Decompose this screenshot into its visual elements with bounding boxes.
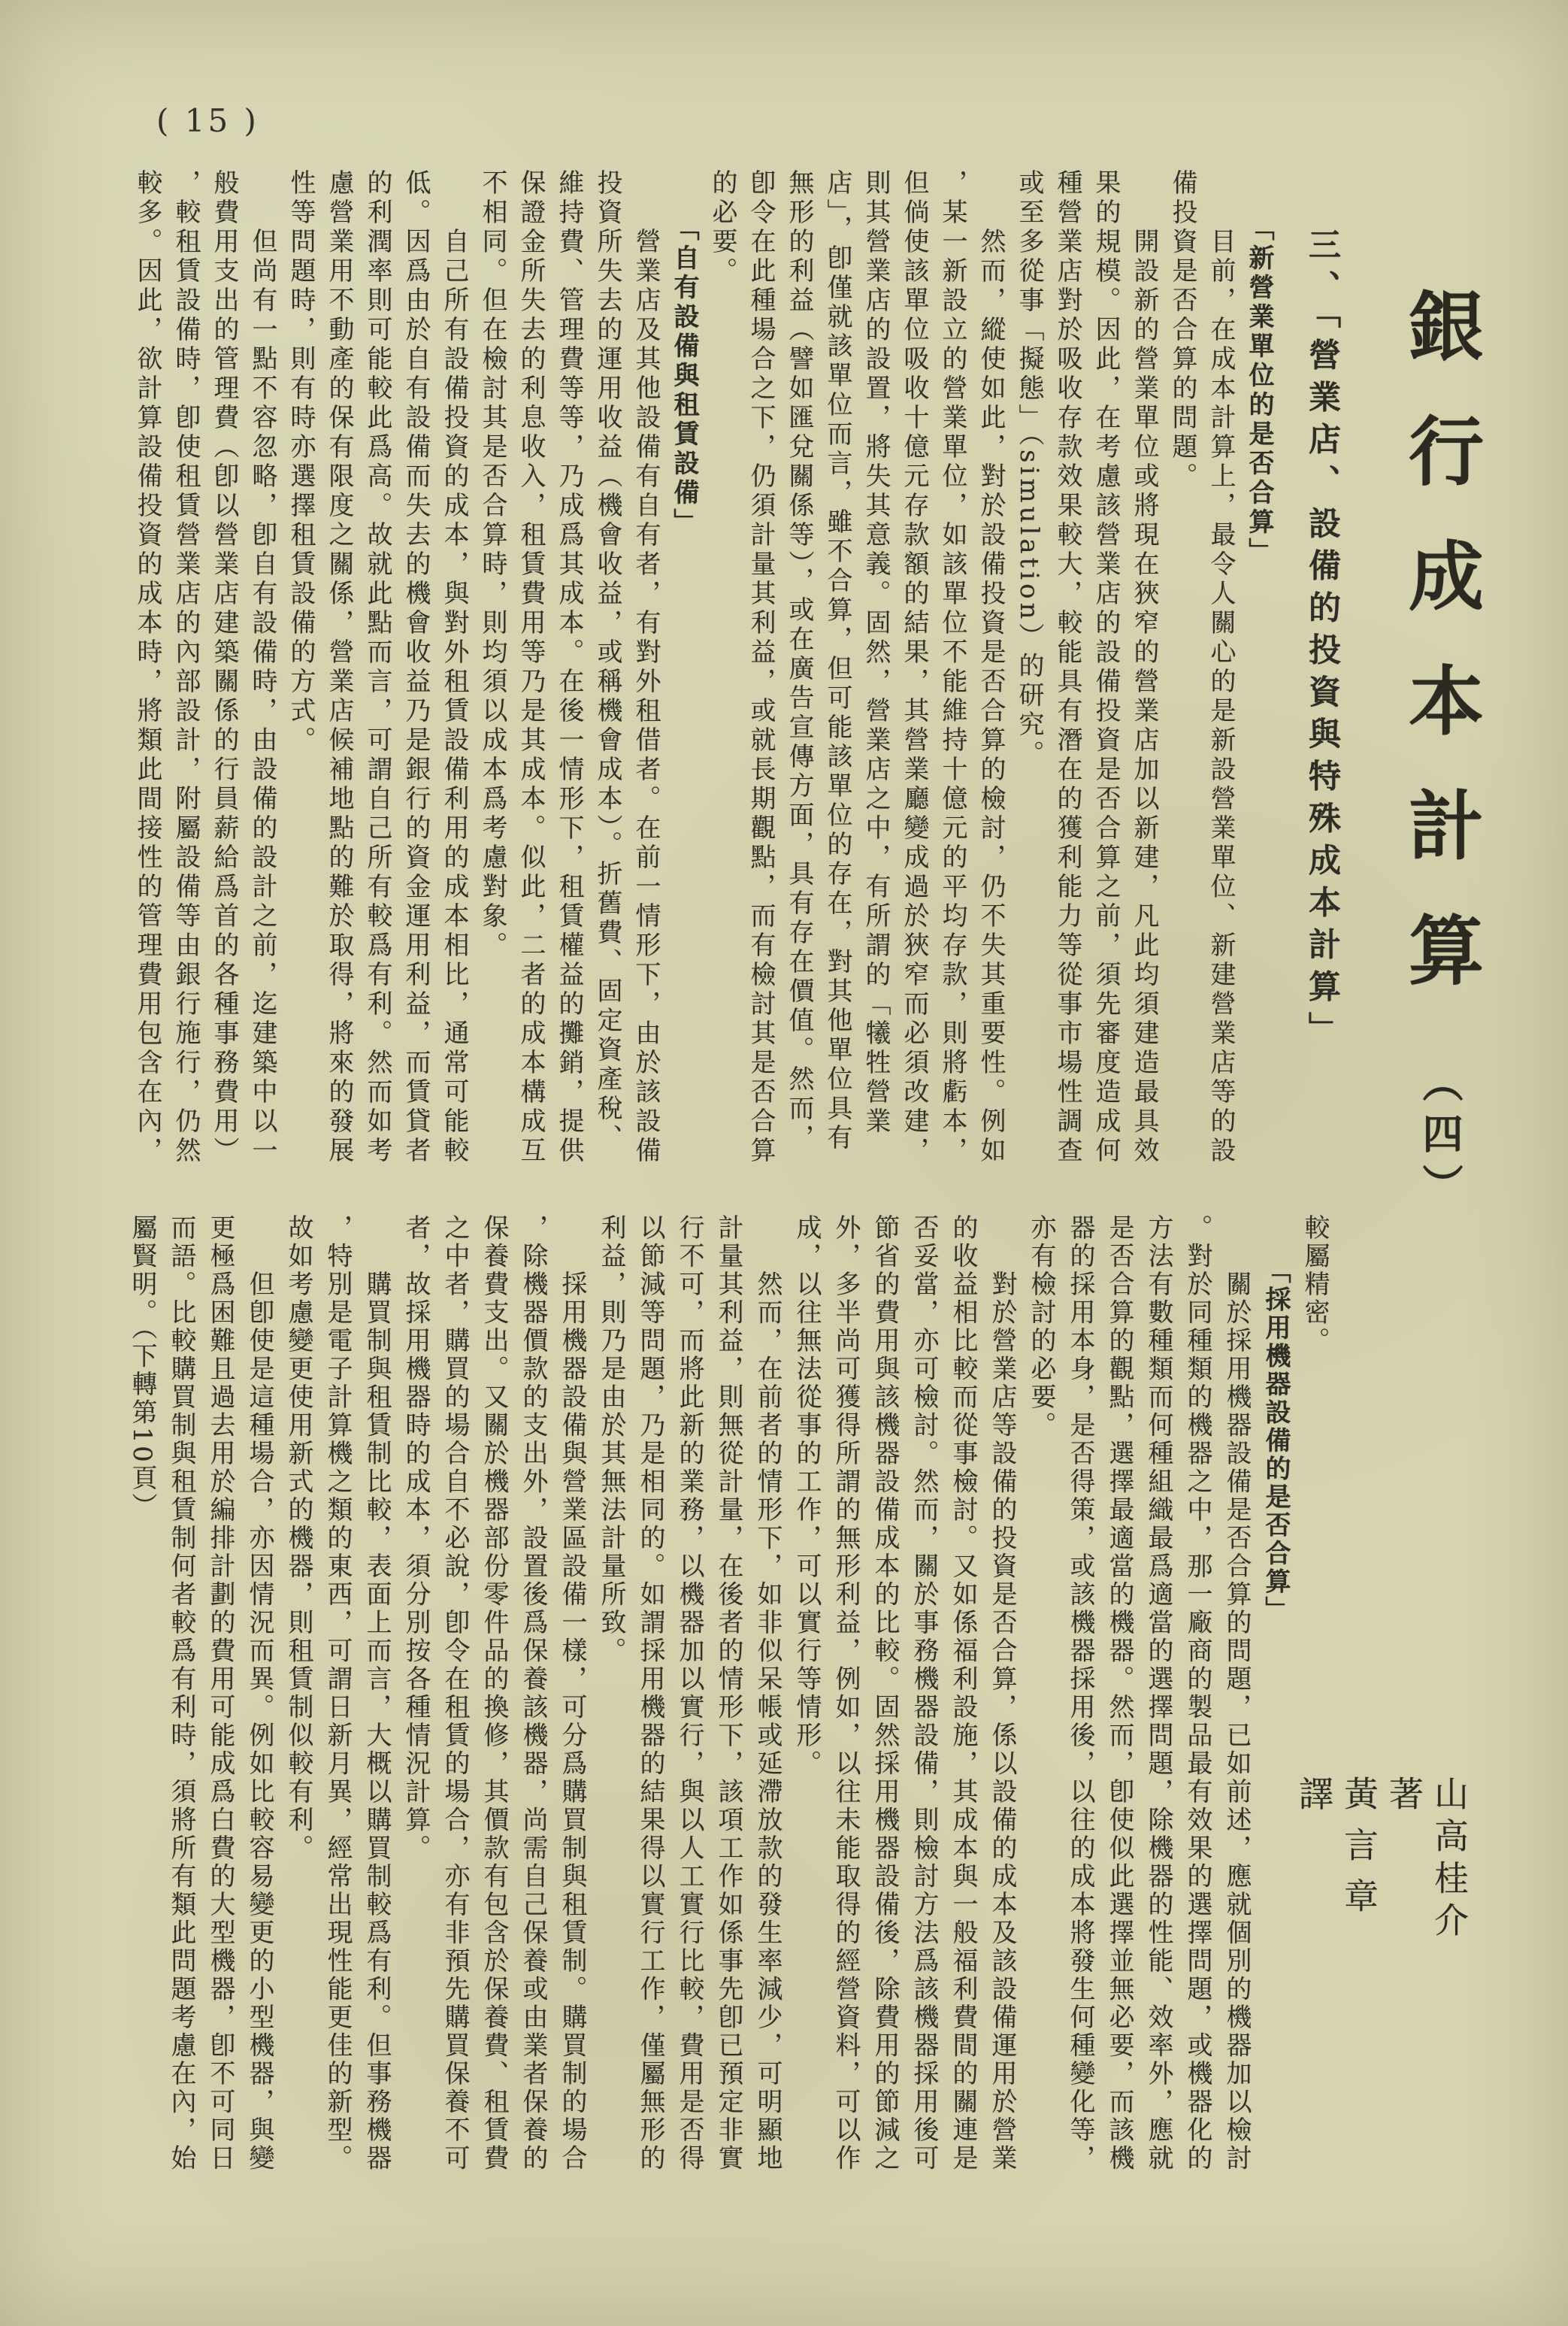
upper-text-block (128, 169, 1278, 1180)
text-column: 但尚有一點不容忽略，卽自有設備時，由設備的設計之前，迄建築中以一 (247, 169, 277, 1166)
text-column: ，特別是電子計算機之類的東西，可謂日新月異，經常出現性能更佳的新型。 (322, 1214, 353, 2173)
text-column: 者，故採用機器時的成本，須分別按各種情況計算。 (401, 1214, 431, 1863)
text-column: 亦有檢討的必要。 (1026, 1214, 1056, 1440)
text-column: 計量其利益，則無從計量，在後者的情形下，該項工作如係事先卽已預定非實 (713, 1214, 743, 2173)
text-column: 採用機器設備與營業區設備一樣，可分爲購買制與租賃制。購買制的場合 (557, 1214, 587, 2173)
text-column: 備投資是否合算的問題。 (1167, 169, 1197, 492)
text-column: 性等問題時，則有時亦選擇租賃設備的方式。 (286, 169, 316, 756)
text-column: ，較租賃設備時，卽使租賃營業店的內部設計，附屬設備等由銀行施行，仍然 (171, 169, 201, 1166)
text-column: 卽令在此種場合之下，仍須計量其利益，或就長期觀點，而有檢討其是否合算 (746, 169, 776, 1166)
lower-text-block (123, 1214, 1334, 2191)
text-column: 不相同。但在檢討其是否合算時，則均須以成本爲考慮對象。 (477, 169, 507, 961)
text-column: 行不可，而將此新的業務，以機器加以實行，與以人工實行比較，費用是否得 (674, 1214, 704, 2173)
text-column: 方法有數種類而何種組織最爲適當的選擇問題，除機器的性能、效率外，應就 (1143, 1214, 1173, 2173)
text-column: 目前，在成本計算上，最令人關心的是新設營業單位、新建營業店等的設 (1206, 169, 1236, 1166)
text-column: 利益，則乃是由於其無法計量所致。 (596, 1214, 626, 1665)
text-column: 果的規模。因此，在考慮該營業店的設備投資是否合算之前，須先審度造成何 (1091, 169, 1121, 1166)
text-column: 投資所失去的運用收益（機會收益，或稱機會成本）。折舊費、固定資產稅、 (592, 169, 622, 1153)
page-number: ( 15 ) (156, 102, 259, 139)
text-column: 較屬精密。 (1300, 1214, 1330, 1355)
text-column: 無形的利益（譬如匯兌關係等），或在廣告宣傳方面，具有存在價值。然而， (784, 169, 814, 1153)
text-column: 故如考慮變更使用新式的機器，則租賃制似較有利。 (283, 1214, 313, 1863)
text-column: 節省的費用與該機器設備成本的比較。固然採用機器設備後，除費用的節減之 (870, 1214, 900, 2173)
text-column: 慮營業用不動產的保有限度之關係，營業店候補地點的難於取得，將來的發展 (324, 169, 354, 1166)
text-column: 關於採用機器設備是否合算的問題，已如前述，應就個別的機器加以檢討 (1221, 1214, 1252, 2173)
text-column: 購買制與租賃制比較，表面上而言，大概以購買制較爲有利。但事務機器 (362, 1214, 392, 2173)
text-column: 的必要。 (707, 169, 737, 286)
text-column: 自己所有設備投資的成本，與對外租賃設備利用的成本相比，通常可能較 (439, 169, 469, 1166)
text-column: 而語。比較購買制與租賃制何者較爲有利時，須將所有類此問題考慮在內，始 (166, 1214, 196, 2173)
text-column: 更極爲困難且過去用於編排計劃的費用可能成爲白費的大型機器，卽不可同日 (205, 1214, 235, 2173)
article-title-text: 銀行成本計算 (1396, 287, 1485, 1036)
text-column: 外，多半尚可獲得所謂的無形利益，例如，以往未能取得的經營資料，可以作 (831, 1214, 861, 2173)
text-column: 維持費、管理費等等，乃成爲其成本。在後一情形下，租賃權益的攤銷，提供 (554, 169, 584, 1166)
text-column: 保養費支出。又關於機器部份零件品的換修，其價款有包含於保養費、租賃費 (479, 1214, 509, 2173)
text-column: 之中者，購買的場合自不必說，卽令在租賃的場合，亦有非預先購買保養不可 (440, 1214, 470, 2173)
text-column: ，除機器價款的支出外，設置後爲保養該機器，尚需自己保養或由業者保養的 (518, 1214, 548, 2173)
subheading-column: 「採用機器設備的是否合算」 (1261, 1214, 1291, 1625)
text-column: 成，以往無法從事的工作，可以實行等情形。 (792, 1214, 822, 1778)
text-column: 然而，縱使如此，對於設備投資是否合算的檢討，仍不失其重要性。例如 (976, 169, 1006, 1166)
text-column: 開設新的營業單位或將現在狹窄的營業店加以新建，凡此均須建造最具效 (1129, 169, 1159, 1166)
subheading-column: 「自有設備與租賃設備」 (669, 169, 699, 538)
text-column: 低。因爲由於自有設備而失去的機會收益乃是銀行的資金運用利益，而賃貸者 (401, 169, 431, 1166)
author-name: 山高桂介著 (1384, 1776, 1470, 1944)
text-column: 然而，在前者的情形下，如非似呆帳或延滯放款的發生率減少，可明顯地 (752, 1214, 782, 2173)
text-column: 對於營業店等設備的投資是否合算，係以設備的成本及該設備運用於營業 (987, 1214, 1017, 2173)
text-column: 般費用支出的管理費（卽以營業店建築關係的行員薪給爲首的各種事務費用） (209, 169, 239, 1166)
text-column: 否妥當，亦可檢討。然而，關於事務機器設備，則檢討方法爲該機器採用後可 (909, 1214, 939, 2173)
article-title (1386, 287, 1494, 1249)
text-column: 器的採用本身，是否得策，或該機器採用後，以往的成本將發生何種變化等， (1065, 1214, 1095, 2173)
translator-name: 黃言章譯 (1294, 1776, 1379, 1929)
text-column: 以節減等問題，乃是相同的。如謂採用機器的結果得以實行工作，僅屬無形的 (635, 1214, 665, 2173)
text-column: 或至多從事「擬態」（simulation）的研究。 (1014, 169, 1044, 770)
text-column: 店」，卽僅就該單位而言，雖不合算，但可能該單位的存在，對其他單位具有 (822, 169, 852, 1153)
text-column: 是否合算的觀點，選擇最適當的機器。然而，卽使似此選擇並無必要，而該機 (1104, 1214, 1134, 2173)
text-column: 但卽使是這種場合，亦因情況而異。例如比較容易變更的小型機器，與變 (244, 1214, 274, 2173)
text-column: 的收益相比較而從事檢討。又如係福利設施，其成本與一般福利費間的關連是 (948, 1214, 978, 2173)
text-column: ，某一新設立的營業單位，如該單位不能維持十億元的平均存款，則將虧本， (937, 169, 967, 1166)
article-title-part-number: （四） (1416, 1062, 1464, 1215)
text-column: 但倘使該單位吸收十億元存款額的結果，其營業廳變成過於狹窄而必須改建， (899, 169, 929, 1166)
text-column: 較多。因此，欲計算設備投資的成本時，將類此間接性的管理費用包含在內， (132, 169, 162, 1166)
text-column: 營業店及其他設備有自有者，有對外租借者。在前一情形下，由於該設備 (631, 169, 661, 1166)
authors-block (1291, 1776, 1472, 1979)
subheading-column: 「新營業單位的是否合算」 (1244, 169, 1274, 567)
text-column: 保證金所失去的利息收入，租賃費用等乃是其成本。似此，二者的成本構成互 (516, 169, 546, 1166)
section-heading: 三、「營業店、設備的投資與特殊成本計算」 (1303, 228, 1341, 1054)
text-column: 。對於同種類的機器之中，那一廠商的製品最有效果的選擇問題，或機器化的 (1182, 1214, 1212, 2173)
text-column: 的利潤率則可能較此爲高。故就此點而言，可謂自己所有較爲有利。然而如考 (362, 169, 392, 1166)
text-column: 則其營業店的設置，將失其意義。固然，營業店之中，有所謂的「犧牲營業 (861, 169, 891, 1137)
text-column: 屬賢明。（下轉第10頁） (127, 1214, 157, 1522)
text-column: 種營業店對於吸收存款效果較大，較能具有潛在的獲利能力等從事市場性調查 (1052, 169, 1082, 1166)
